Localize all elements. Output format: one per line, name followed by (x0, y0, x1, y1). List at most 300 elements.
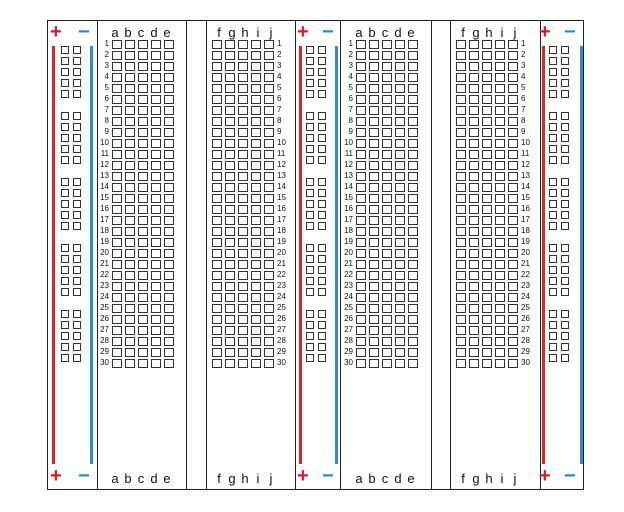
tie-point-hole (369, 106, 379, 115)
tie-point-hole (225, 117, 235, 126)
row-number: 11 (344, 149, 353, 158)
rail-hole (561, 112, 569, 120)
tie-point-hole (212, 40, 222, 49)
tie-point-hole (508, 293, 518, 302)
rail-hole (318, 46, 326, 54)
tie-point-hole (251, 51, 261, 60)
tie-point-hole (225, 227, 235, 236)
rail-hole (318, 200, 326, 208)
rail-hole (61, 277, 69, 285)
tie-point-hole (138, 293, 148, 302)
tie-point-hole (151, 216, 161, 225)
column-label: b (124, 25, 132, 40)
row-number: 21 (521, 259, 530, 268)
tie-point-hole (469, 304, 479, 313)
tie-point-hole (225, 260, 235, 269)
rail-hole (549, 211, 557, 219)
tie-point-hole (225, 194, 235, 203)
row-number: 6 (104, 94, 109, 103)
section-divider (206, 20, 207, 490)
tie-point-hole (151, 194, 161, 203)
tie-point-hole (469, 84, 479, 93)
tie-point-hole (508, 260, 518, 269)
row-number: 5 (348, 83, 353, 92)
tie-point-hole (212, 51, 222, 60)
row-number: 13 (100, 171, 109, 180)
tie-point-hole (112, 249, 122, 258)
rail-hole (549, 46, 557, 54)
tie-point-hole (251, 326, 261, 335)
row-number: 4 (277, 72, 282, 81)
tie-point-hole (495, 271, 505, 280)
tie-point-hole (382, 326, 392, 335)
tie-point-hole (456, 172, 466, 181)
tie-point-hole (495, 106, 505, 115)
rail-hole (73, 332, 81, 340)
tie-point-hole (251, 304, 261, 313)
tie-point-hole (482, 183, 492, 192)
column-label: f (217, 25, 221, 40)
tie-point-hole (456, 249, 466, 258)
row-number: 4 (104, 72, 109, 81)
tie-point-hole (369, 337, 379, 346)
tie-point-hole (251, 337, 261, 346)
tie-point-hole (408, 326, 418, 335)
tie-point-hole (138, 183, 148, 192)
tie-point-hole (251, 62, 261, 71)
tie-point-hole (395, 161, 405, 170)
tie-point-hole (456, 95, 466, 104)
rail-hole (549, 266, 557, 274)
tie-point-hole (495, 139, 505, 148)
tie-point-hole (395, 183, 405, 192)
rail-hole (306, 112, 314, 120)
tie-point-hole (264, 227, 274, 236)
rail-hole (73, 123, 81, 131)
tie-point-hole (138, 326, 148, 335)
rail-hole (306, 90, 314, 98)
tie-point-hole (212, 73, 222, 82)
rail-minus-symbol: − (564, 465, 576, 487)
rail-hole (318, 156, 326, 164)
tie-point-hole (395, 62, 405, 71)
row-number: 9 (277, 127, 282, 136)
tie-point-hole (408, 315, 418, 324)
rail-hole (306, 145, 314, 153)
rail-hole (549, 255, 557, 263)
tie-point-hole (225, 326, 235, 335)
tie-point-hole (456, 271, 466, 280)
tie-point-hole (469, 128, 479, 137)
tie-point-hole (356, 194, 366, 203)
tie-point-hole (212, 282, 222, 291)
column-label: e (163, 25, 171, 40)
tie-point-hole (264, 238, 274, 247)
tie-point-hole (382, 282, 392, 291)
tie-point-hole (251, 150, 261, 159)
tie-point-hole (212, 348, 222, 357)
tie-point-hole (369, 293, 379, 302)
row-number: 1 (348, 39, 353, 48)
rail-hole (549, 200, 557, 208)
tie-point-hole (164, 139, 174, 148)
column-label: j (269, 471, 273, 486)
tie-point-hole (125, 337, 135, 346)
tie-point-hole (125, 51, 135, 60)
tie-point-hole (482, 150, 492, 159)
tie-point-hole (395, 172, 405, 181)
tie-point-hole (369, 62, 379, 71)
row-number: 11 (277, 149, 286, 158)
tie-point-hole (482, 315, 492, 324)
row-number: 28 (100, 336, 109, 345)
tie-point-hole (469, 271, 479, 280)
tie-point-hole (369, 304, 379, 313)
rail-hole (73, 178, 81, 186)
row-number: 22 (100, 270, 109, 279)
tie-point-hole (212, 337, 222, 346)
tie-point-hole (138, 51, 148, 60)
tie-point-hole (369, 282, 379, 291)
rail-hole (306, 244, 314, 252)
tie-point-hole (382, 84, 392, 93)
row-number: 18 (277, 226, 286, 235)
tie-point-hole (369, 348, 379, 357)
tie-point-hole (251, 260, 261, 269)
rail-hole (549, 112, 557, 120)
row-number: 2 (348, 50, 353, 59)
tie-point-hole (238, 337, 248, 346)
rail-hole (561, 211, 569, 219)
tie-point-hole (138, 106, 148, 115)
tie-point-hole (408, 128, 418, 137)
tie-point-hole (482, 161, 492, 170)
tie-point-hole (408, 161, 418, 170)
tie-point-hole (151, 205, 161, 214)
rail-hole (61, 178, 69, 186)
rail-hole (73, 79, 81, 87)
rail-hole (306, 321, 314, 329)
tie-point-hole (495, 183, 505, 192)
tie-point-hole (508, 271, 518, 280)
rail-hole (549, 277, 557, 285)
tie-point-hole (408, 95, 418, 104)
tie-point-hole (395, 139, 405, 148)
tie-point-hole (164, 128, 174, 137)
tie-point-hole (164, 238, 174, 247)
tie-point-hole (138, 249, 148, 258)
tie-point-hole (482, 95, 492, 104)
tie-point-hole (469, 73, 479, 82)
row-number: 8 (104, 116, 109, 125)
rail-hole (61, 343, 69, 351)
tie-point-hole (212, 62, 222, 71)
tie-point-hole (151, 161, 161, 170)
tie-point-hole (469, 172, 479, 181)
tie-point-hole (495, 304, 505, 313)
tie-point-hole (482, 73, 492, 82)
rail-hole (318, 178, 326, 186)
tie-point-hole (382, 117, 392, 126)
rail-hole (306, 211, 314, 219)
tie-point-hole (382, 348, 392, 357)
tie-point-hole (164, 271, 174, 280)
tie-point-hole (456, 337, 466, 346)
tie-point-hole (356, 249, 366, 258)
rail-hole (306, 156, 314, 164)
column-label: c (137, 471, 145, 486)
tie-point-hole (395, 359, 405, 368)
rail-hole (318, 222, 326, 230)
tie-point-hole (508, 95, 518, 104)
tie-point-hole (495, 150, 505, 159)
tie-point-hole (408, 293, 418, 302)
tie-point-hole (456, 315, 466, 324)
tie-point-hole (164, 293, 174, 302)
tie-point-hole (369, 238, 379, 247)
row-number: 28 (277, 336, 286, 345)
tie-point-hole (112, 227, 122, 236)
row-number: 19 (521, 237, 530, 246)
tie-point-hole (456, 51, 466, 60)
tie-point-hole (469, 117, 479, 126)
tie-point-hole (264, 249, 274, 258)
tie-point-hole (125, 84, 135, 93)
tie-point-hole (469, 348, 479, 357)
tie-point-hole (251, 139, 261, 148)
tie-point-hole (456, 73, 466, 82)
tie-point-hole (138, 40, 148, 49)
tie-point-hole (151, 95, 161, 104)
tie-point-hole (495, 194, 505, 203)
rail-hole (318, 189, 326, 197)
tie-point-hole (212, 139, 222, 148)
rail-plus-symbol: + (50, 21, 62, 43)
tie-point-hole (225, 128, 235, 137)
tie-point-hole (456, 304, 466, 313)
tie-point-hole (138, 260, 148, 269)
tie-point-hole (456, 293, 466, 302)
tie-point-hole (395, 260, 405, 269)
tie-point-hole (164, 106, 174, 115)
tie-point-hole (369, 84, 379, 93)
tie-point-hole (382, 260, 392, 269)
tie-point-hole (495, 216, 505, 225)
tie-point-hole (482, 84, 492, 93)
tie-point-hole (356, 227, 366, 236)
column-label: j (269, 25, 273, 40)
row-number: 3 (521, 61, 526, 70)
tie-point-hole (112, 40, 122, 49)
rail-minus-symbol: − (564, 21, 576, 43)
rail-hole (549, 57, 557, 65)
tie-point-hole (151, 271, 161, 280)
column-label: b (368, 25, 376, 40)
column-label: g (472, 471, 480, 486)
tie-point-hole (264, 205, 274, 214)
tie-point-hole (508, 117, 518, 126)
tie-point-hole (251, 293, 261, 302)
tie-point-hole (395, 84, 405, 93)
tie-point-hole (495, 282, 505, 291)
tie-point-hole (482, 128, 492, 137)
tie-point-hole (151, 172, 161, 181)
tie-point-hole (264, 139, 274, 148)
row-number: 25 (344, 303, 353, 312)
tie-point-hole (382, 359, 392, 368)
tie-point-hole (125, 40, 135, 49)
tie-point-hole (408, 304, 418, 313)
tie-point-hole (382, 227, 392, 236)
rail-hole (306, 310, 314, 318)
row-number: 9 (348, 127, 353, 136)
tie-point-hole (164, 194, 174, 203)
tie-point-hole (408, 216, 418, 225)
row-number: 5 (104, 83, 109, 92)
tie-point-hole (112, 95, 122, 104)
rail-hole (73, 57, 81, 65)
row-number: 1 (104, 39, 109, 48)
rail-hole (561, 46, 569, 54)
row-number: 23 (277, 281, 286, 290)
tie-point-hole (395, 40, 405, 49)
tie-point-hole (151, 337, 161, 346)
tie-point-hole (238, 326, 248, 335)
row-number: 17 (277, 215, 286, 224)
tie-point-hole (212, 205, 222, 214)
row-number: 30 (344, 358, 353, 367)
row-number: 24 (277, 292, 286, 301)
tie-point-hole (112, 315, 122, 324)
tie-point-hole (369, 183, 379, 192)
rail-hole (561, 156, 569, 164)
rail-hole (549, 332, 557, 340)
column-label: e (407, 471, 415, 486)
tie-point-hole (164, 62, 174, 71)
tie-point-hole (264, 293, 274, 302)
tie-point-hole (508, 172, 518, 181)
tie-point-hole (482, 282, 492, 291)
section-divider (540, 20, 541, 490)
tie-point-hole (482, 348, 492, 357)
tie-point-hole (456, 117, 466, 126)
rail-hole (61, 68, 69, 76)
tie-point-hole (238, 238, 248, 247)
rail-hole (549, 343, 557, 351)
rail-hole (549, 222, 557, 230)
row-number: 4 (521, 72, 526, 81)
tie-point-hole (356, 315, 366, 324)
tie-point-hole (125, 150, 135, 159)
tie-point-hole (112, 359, 122, 368)
tie-point-hole (112, 62, 122, 71)
row-number: 28 (521, 336, 530, 345)
tie-point-hole (251, 172, 261, 181)
tie-point-hole (456, 161, 466, 170)
tie-point-hole (395, 194, 405, 203)
row-number: 2 (104, 50, 109, 59)
tie-point-hole (212, 161, 222, 170)
tie-point-hole (151, 326, 161, 335)
tie-point-hole (164, 315, 174, 324)
tie-point-hole (164, 172, 174, 181)
tie-point-hole (264, 183, 274, 192)
column-label: f (461, 25, 465, 40)
negative-rail-line (90, 46, 93, 464)
tie-point-hole (395, 304, 405, 313)
positive-rail-line (542, 46, 545, 464)
tie-point-hole (225, 95, 235, 104)
rail-hole (549, 68, 557, 76)
tie-point-hole (225, 150, 235, 159)
rail-hole (318, 211, 326, 219)
rail-hole (318, 332, 326, 340)
tie-point-hole (238, 172, 248, 181)
tie-point-hole (508, 216, 518, 225)
tie-point-hole (112, 326, 122, 335)
row-number: 21 (100, 259, 109, 268)
rail-hole (306, 288, 314, 296)
row-number: 26 (521, 314, 530, 323)
tie-point-hole (369, 227, 379, 236)
tie-point-hole (482, 216, 492, 225)
tie-point-hole (112, 293, 122, 302)
tie-point-hole (225, 359, 235, 368)
tie-point-hole (138, 205, 148, 214)
tie-point-hole (382, 337, 392, 346)
row-number: 11 (100, 149, 109, 158)
column-label: c (137, 25, 145, 40)
row-number: 16 (344, 204, 353, 213)
tie-point-hole (508, 282, 518, 291)
tie-point-hole (456, 216, 466, 225)
tie-point-hole (251, 161, 261, 170)
tie-point-hole (495, 84, 505, 93)
rail-hole (549, 288, 557, 296)
tie-point-hole (264, 271, 274, 280)
row-number: 18 (100, 226, 109, 235)
rail-minus-symbol: − (322, 465, 334, 487)
row-number: 19 (100, 237, 109, 246)
tie-point-hole (356, 150, 366, 159)
tie-point-hole (251, 249, 261, 258)
tie-point-hole (151, 183, 161, 192)
tie-point-hole (456, 128, 466, 137)
tie-point-hole (225, 304, 235, 313)
tie-point-hole (151, 282, 161, 291)
tie-point-hole (508, 73, 518, 82)
column-label: f (217, 471, 221, 486)
tie-point-hole (164, 40, 174, 49)
tie-point-hole (456, 62, 466, 71)
row-number: 15 (100, 193, 109, 202)
rail-hole (561, 343, 569, 351)
tie-point-hole (408, 51, 418, 60)
row-number: 29 (344, 347, 353, 356)
tie-point-hole (151, 117, 161, 126)
row-number: 23 (100, 281, 109, 290)
rail-hole (318, 123, 326, 131)
tie-point-hole (469, 282, 479, 291)
tie-point-hole (125, 326, 135, 335)
tie-point-hole (356, 117, 366, 126)
tie-point-hole (164, 150, 174, 159)
tie-point-hole (212, 359, 222, 368)
row-number: 21 (277, 259, 286, 268)
rail-hole (73, 222, 81, 230)
row-number: 26 (344, 314, 353, 323)
tie-point-hole (408, 106, 418, 115)
